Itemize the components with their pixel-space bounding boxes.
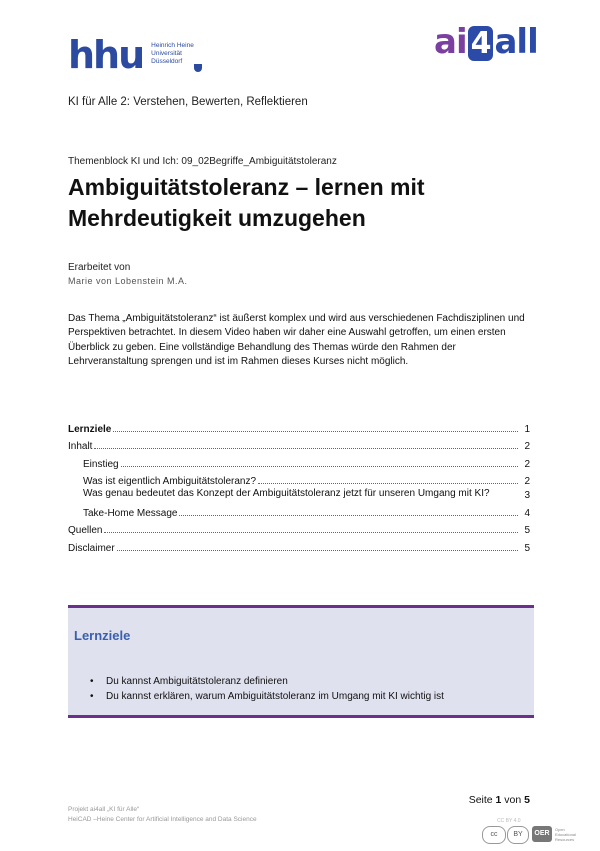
toc-entry-konzept[interactable]: Was genau bedeutet das Konzept der Ambiguitätstoleranz jetzt für unseren Umgang mit KI? 3 xyxy=(83,488,530,501)
lernziele-list xyxy=(90,674,444,704)
license-label: CC BY 4.0 xyxy=(497,818,521,824)
page-number: Seite 1 von 5 xyxy=(468,794,530,806)
table-of-contents xyxy=(68,417,530,554)
hhu-logo-text: Heinrich Heine Universität Düsseldorf xyxy=(151,42,194,65)
erarbeitet-label: Erarbeitet von xyxy=(68,262,131,273)
lernziele-heading: Lernziele xyxy=(74,628,131,643)
hhu-logo-dot xyxy=(194,64,202,72)
toc-entry-inhalt[interactable]: Inhalt 2 xyxy=(68,441,530,452)
toc-entry-lernziele[interactable]: Lernziele 1 xyxy=(68,423,530,435)
footer-heicad: HeiCAD –Heine Center for Artificial Intelligence and Data Science xyxy=(68,816,257,823)
toc-entry-einstieg[interactable]: Einstieg 2 xyxy=(83,458,530,470)
toc-entry-take-home[interactable]: Take-Home Message 4 xyxy=(83,507,530,519)
footer-project: Projekt ai4all „KI für Alle“ xyxy=(68,806,140,813)
cc-icon: cc xyxy=(482,826,506,844)
list-item: • Du kannst Ambiguitätstoleranz definieren xyxy=(90,674,444,689)
by-icon: BY xyxy=(507,826,529,844)
intro-paragraph: Das Thema „Ambiguitätstoleranz“ ist äußerst komplex und wird aus verschiedenen Fachdisziplinen und Perspektiven betrachtet. In diesem Video haben wir daher eine Auswahl getroffen, um einen ersten Überblick zu geben. Eine vollständige Behandlung des Themas würde den Rahmen der Lehrveranstaltung sprengen und ist im Rahmen dieses Kurses nicht möglich. xyxy=(68,313,525,368)
hhu-logo-mark: hhu xyxy=(68,33,144,77)
oer-logo: OER Open Educational Resources xyxy=(532,826,576,842)
toc-entry-quellen[interactable]: Quellen 5 xyxy=(68,525,530,536)
oer-icon: OER xyxy=(532,826,552,842)
toc-entry-disclaimer[interactable]: Disclaimer 5 xyxy=(68,542,530,554)
list-item: • Du kannst erklären, warum Ambiguitätstoleranz im Umgang mit KI wichtig ist xyxy=(90,689,444,704)
toc-entry-was-ist[interactable]: Was ist eigentlich Ambiguitätstoleranz? 2 xyxy=(83,476,530,487)
lernziele-box xyxy=(68,605,534,718)
page-title: Ambiguitätstoleranz – lernen mit Mehrdeutigkeit umzugehen xyxy=(68,174,425,231)
hhu-logo xyxy=(68,33,194,77)
themenblock-label: Themenblock KI und Ich: 09_02Begriffe_Ambiguitätstoleranz xyxy=(68,156,337,167)
course-title: KI für Alle 2: Verstehen, Bewerten, Reflektieren xyxy=(68,96,308,108)
ai4all-logo: ai 4 all xyxy=(434,22,538,62)
author-name: Marie von Lobenstein M.A. xyxy=(68,276,188,286)
